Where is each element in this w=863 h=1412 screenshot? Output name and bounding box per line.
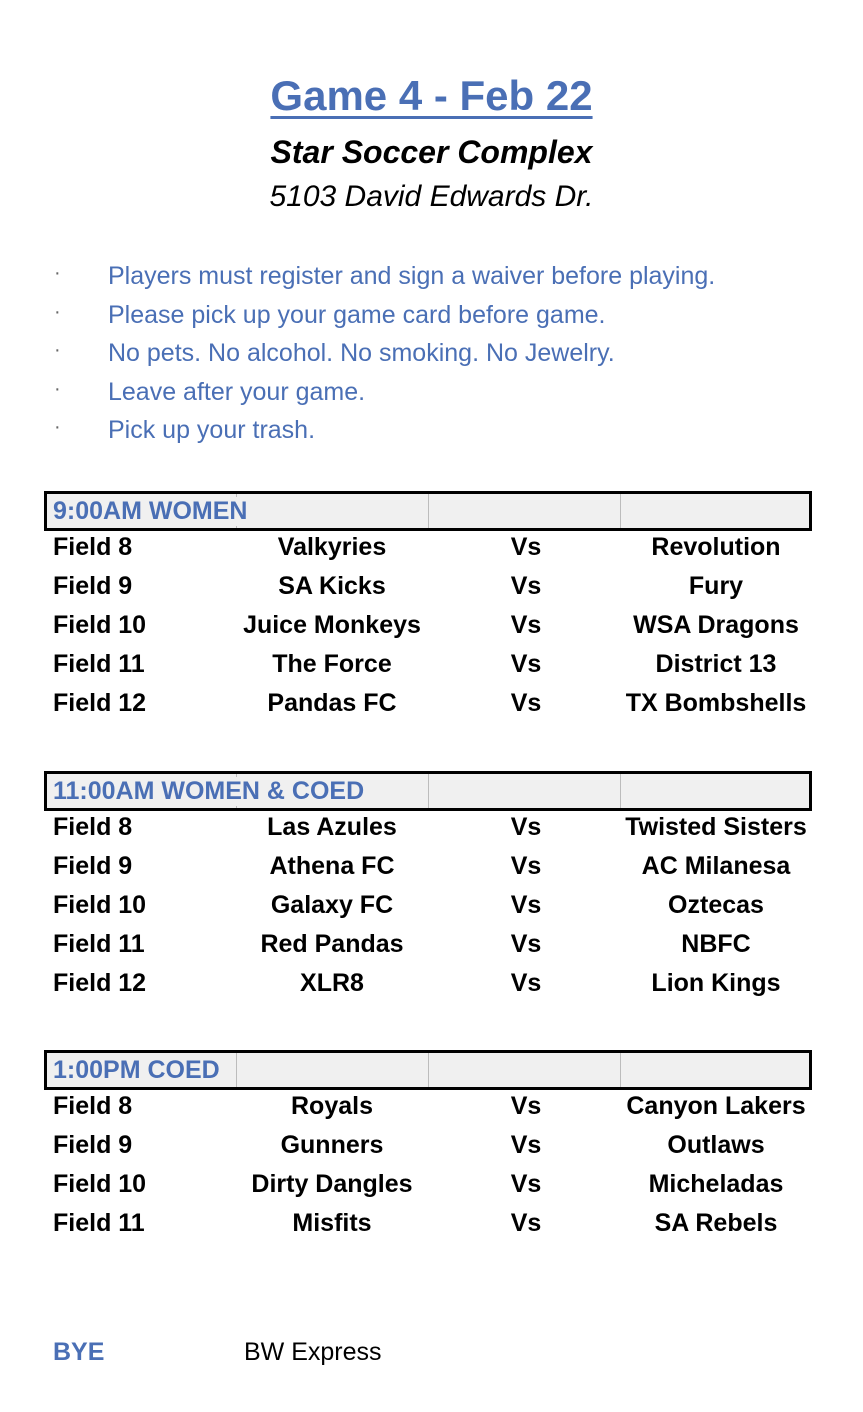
bullet-icon: ·: [54, 416, 61, 438]
vs-label: Vs: [510, 572, 542, 600]
game-row: [44, 850, 812, 889]
field-name: Field 8: [53, 1092, 133, 1120]
field-name: Field 8: [53, 533, 133, 561]
time-slot-header: [44, 771, 812, 811]
field-name: Field 9: [53, 572, 133, 600]
field-name: Field 9: [53, 1131, 133, 1159]
away-team: Revolution: [651, 533, 781, 561]
time-slot-header: [44, 1050, 812, 1090]
home-team: Las Azules: [267, 813, 397, 841]
game-row: [44, 928, 812, 967]
home-team: Red Pandas: [260, 930, 404, 958]
vs-label: Vs: [510, 813, 542, 841]
bullet-icon: ·: [54, 377, 61, 400]
header-divider: [620, 774, 621, 808]
field-name: Field 11: [53, 650, 145, 678]
game-row: [44, 1090, 812, 1129]
field-name: Field 12: [53, 969, 147, 997]
time-slot-label: 9:00AM WOMEN: [53, 497, 251, 526]
game-row: [44, 531, 812, 570]
rule-text: Leave after your game.: [108, 377, 366, 406]
away-team: Lion Kings: [651, 969, 781, 997]
bye-label: BYE: [53, 1338, 105, 1366]
bullet-icon: ·: [54, 262, 61, 284]
vs-label: Vs: [510, 852, 542, 880]
home-team: Pandas FC: [267, 689, 397, 717]
header-divider: [620, 1053, 621, 1087]
vs-label: Vs: [510, 930, 542, 958]
away-team: Canyon Lakers: [626, 1092, 806, 1120]
header-divider: [428, 494, 429, 528]
rule-item: [50, 378, 830, 417]
home-team: Athena FC: [269, 852, 395, 880]
game-row: [44, 811, 812, 850]
rules-list: [50, 262, 830, 455]
home-team: Misfits: [292, 1209, 372, 1237]
field-name: Field 10: [53, 611, 147, 639]
game-row: [44, 967, 812, 1006]
away-team: District 13: [655, 650, 777, 678]
rule-text: Pick up your trash.: [108, 416, 316, 444]
home-team: The Force: [272, 650, 392, 678]
home-team: Royals: [291, 1092, 373, 1120]
away-team: Oztecas: [668, 891, 764, 919]
game-row: [44, 609, 812, 648]
time-slot-label: 1:00PM COED: [53, 1056, 224, 1085]
field-name: Field 10: [53, 1170, 147, 1198]
away-team: Twisted Sisters: [625, 813, 807, 841]
header-divider: [620, 494, 621, 528]
schedule-block-11am: [44, 771, 812, 1006]
vs-label: Vs: [510, 969, 542, 997]
rule-item: [50, 301, 830, 340]
vs-label: Vs: [510, 650, 542, 678]
rule-text: No pets. No alcohol. No smoking. No Jewelry.: [108, 339, 615, 367]
vs-label: Vs: [510, 689, 542, 717]
field-name: Field 11: [53, 930, 145, 958]
game-row: [44, 1129, 812, 1168]
home-team: Juice Monkeys: [243, 611, 421, 639]
field-name: Field 11: [53, 1209, 145, 1237]
away-team: Micheladas: [648, 1170, 784, 1198]
header-divider: [236, 1053, 237, 1087]
field-name: Field 9: [53, 852, 133, 880]
home-team: Gunners: [280, 1131, 384, 1159]
away-team: NBFC: [681, 930, 751, 958]
vs-label: Vs: [510, 891, 542, 919]
vs-label: Vs: [510, 1170, 542, 1198]
rule-item: [50, 262, 830, 301]
vs-label: Vs: [510, 611, 542, 639]
field-name: Field 8: [53, 813, 133, 841]
venue-name: Star Soccer Complex: [270, 134, 593, 170]
field-name: Field 12: [53, 689, 147, 717]
home-team: XLR8: [300, 969, 364, 997]
game-row: [44, 648, 812, 687]
bullet-icon: ·: [54, 339, 61, 361]
vs-label: Vs: [510, 1209, 542, 1237]
rule-item: [50, 339, 830, 378]
schedule-block-1pm: [44, 1050, 812, 1246]
away-team: WSA Dragons: [633, 611, 799, 639]
away-team: Outlaws: [667, 1131, 765, 1159]
header-divider: [428, 774, 429, 808]
away-team: TX Bombshells: [625, 689, 807, 717]
venue-address: 5103 David Edwards Dr.: [269, 180, 594, 213]
game-row: [44, 1168, 812, 1207]
vs-label: Vs: [510, 1131, 542, 1159]
game-row: [44, 570, 812, 609]
header-divider: [428, 1053, 429, 1087]
home-team: Valkyries: [277, 533, 387, 561]
game-row: [44, 889, 812, 928]
rule-text: Please pick up your game card before game.: [108, 300, 606, 329]
home-team: Dirty Dangles: [251, 1170, 413, 1198]
home-team: SA Kicks: [278, 572, 386, 600]
rule-item: [50, 416, 830, 455]
page-title: Game 4 - Feb 22: [270, 72, 593, 119]
time-slot-label: 11:00AM WOMEN & COED: [53, 777, 368, 806]
away-team: AC Milanesa: [641, 852, 791, 880]
bullet-icon: ·: [54, 300, 61, 323]
bye-team: BW Express: [244, 1338, 382, 1366]
game-row: [44, 1207, 812, 1246]
field-name: Field 10: [53, 891, 147, 919]
schedule-block-9am: [44, 491, 812, 726]
game-row: [44, 687, 812, 726]
home-team: Galaxy FC: [270, 891, 394, 919]
rule-text: Players must register and sign a waiver before playing.: [108, 262, 716, 290]
vs-label: Vs: [510, 1092, 542, 1120]
away-team: SA Rebels: [654, 1209, 778, 1237]
vs-label: Vs: [510, 533, 542, 561]
time-slot-header: [44, 491, 812, 531]
away-team: Fury: [688, 572, 744, 600]
